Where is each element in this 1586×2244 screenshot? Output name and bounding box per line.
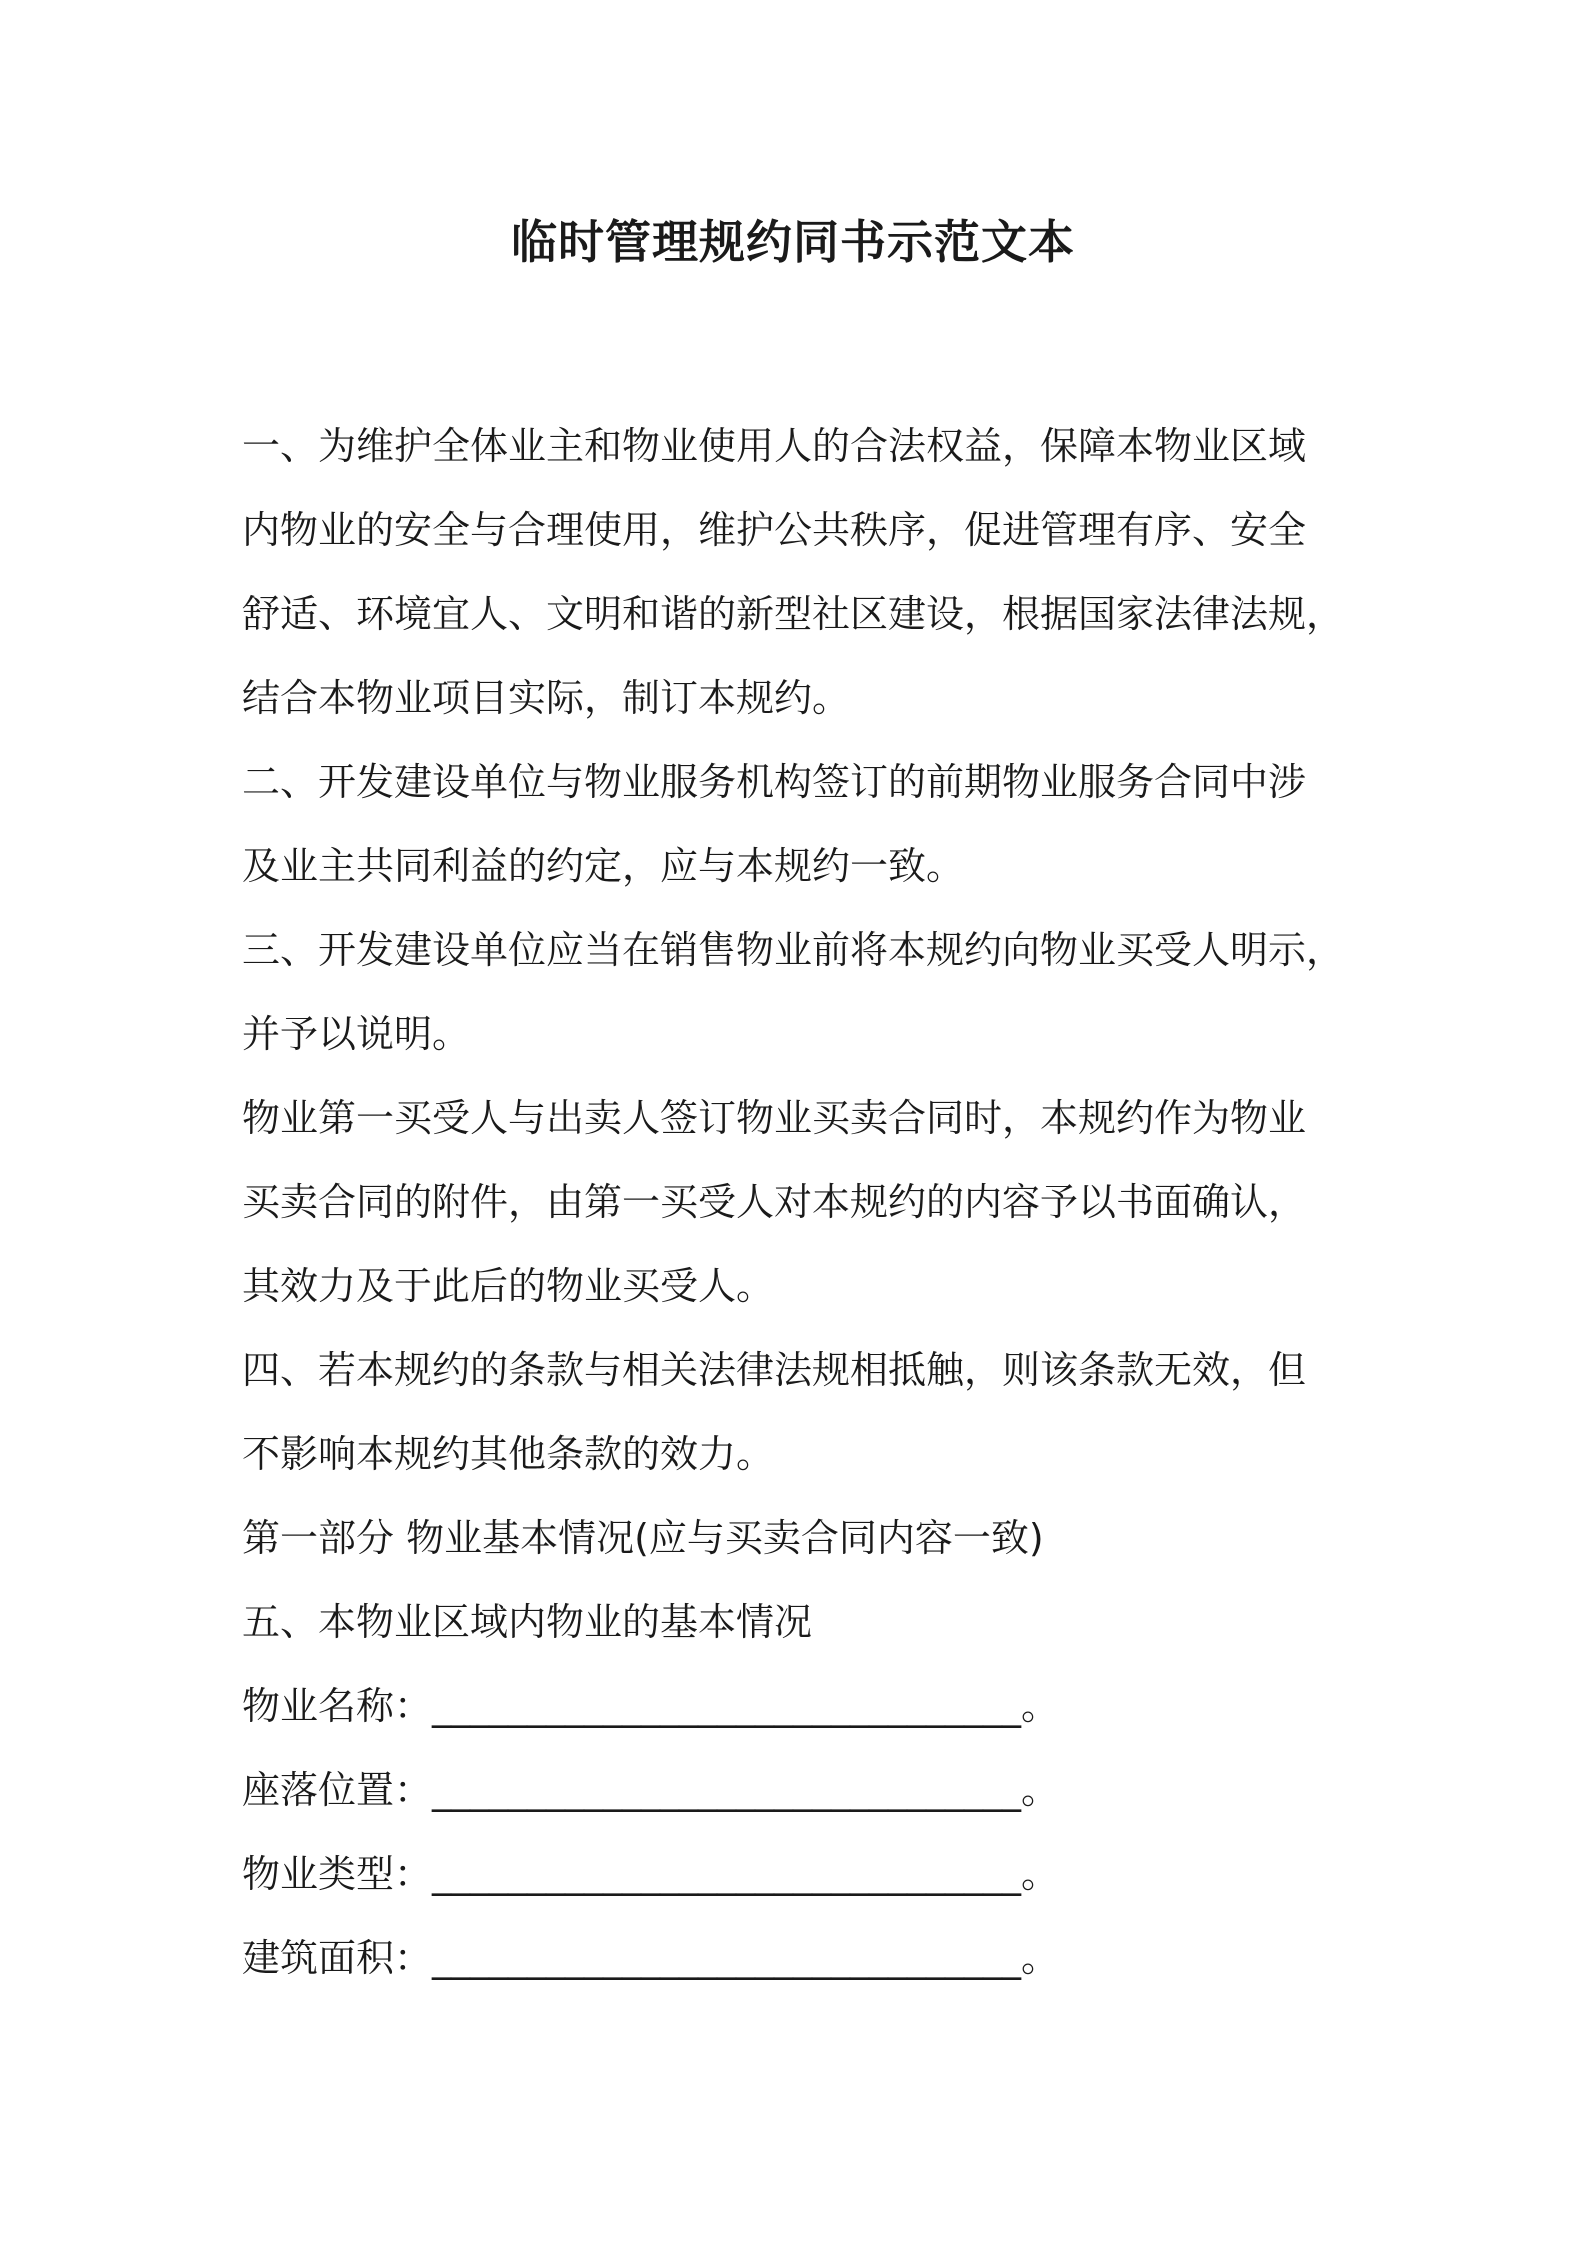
field-end: 。 xyxy=(1021,1852,1060,1896)
field-end: 。 xyxy=(1021,1768,1060,1812)
paragraph-line: 一、为维护全体业主和物业使用人的合法权益，保障本物业区域 xyxy=(242,424,1307,468)
field-blank: _______________________________ xyxy=(432,1768,1022,1812)
field-location xyxy=(242,1748,1382,1832)
document-title: 临时管理规约同书示范文本 xyxy=(511,215,1075,269)
field-blank: _______________________________ xyxy=(432,1684,1022,1728)
paragraph-line: 舒适、环境宜人、文明和谐的新型社区建设，根据国家法律法规， xyxy=(242,592,1345,636)
field-building-area xyxy=(242,1916,1382,2000)
field-property-name xyxy=(242,1664,1382,1748)
field-blank: _______________________________ xyxy=(432,1936,1022,1980)
section-heading: 第一部分 物业基本情况(应与买卖合同内容一致) xyxy=(242,1516,1044,1560)
paragraph-line: 并予以说明。 xyxy=(242,1012,471,1056)
paragraph-line: 买卖合同的附件，由第一买受人对本规约的内容予以书面确认， xyxy=(242,1180,1307,1224)
field-label: 物业类型： xyxy=(242,1852,433,1896)
paragraph-line: 二、开发建设单位与物业服务机构签订的前期物业服务合同中涉 xyxy=(242,760,1307,804)
field-end: 。 xyxy=(1021,1684,1060,1728)
paragraph-line: 及业主共同利益的约定，应与本规约一致。 xyxy=(242,844,965,888)
field-label: 物业名称： xyxy=(242,1684,433,1728)
field-property-type xyxy=(242,1832,1382,1916)
paragraph-line: 物业第一买受人与出卖人签订物业买卖合同时，本规约作为物业 xyxy=(242,1096,1307,1140)
paragraph-line: 内物业的安全与合理使用，维护公共秩序，促进管理有序、安全 xyxy=(242,508,1307,552)
field-label: 座落位置： xyxy=(242,1768,433,1812)
paragraph-line: 结合本物业项目实际，制订本规约。 xyxy=(242,676,851,720)
paragraph-line: 四、若本规约的条款与相关法律法规相抵触，则该条款无效，但 xyxy=(242,1348,1307,1392)
paragraph-line: 三、开发建设单位应当在销售物业前将本规约向物业买受人明示， xyxy=(242,928,1345,972)
field-blank: _______________________________ xyxy=(432,1852,1022,1896)
paragraph-line: 其效力及于此后的物业买受人。 xyxy=(242,1264,775,1308)
field-end: 。 xyxy=(1021,1936,1060,1980)
field-label: 建筑面积： xyxy=(242,1936,433,1980)
document-body xyxy=(242,404,1382,2000)
section-heading: 五、本物业区域内物业的基本情况 xyxy=(242,1600,813,1644)
paragraph-line: 不影响本规约其他条款的效力。 xyxy=(242,1432,775,1476)
